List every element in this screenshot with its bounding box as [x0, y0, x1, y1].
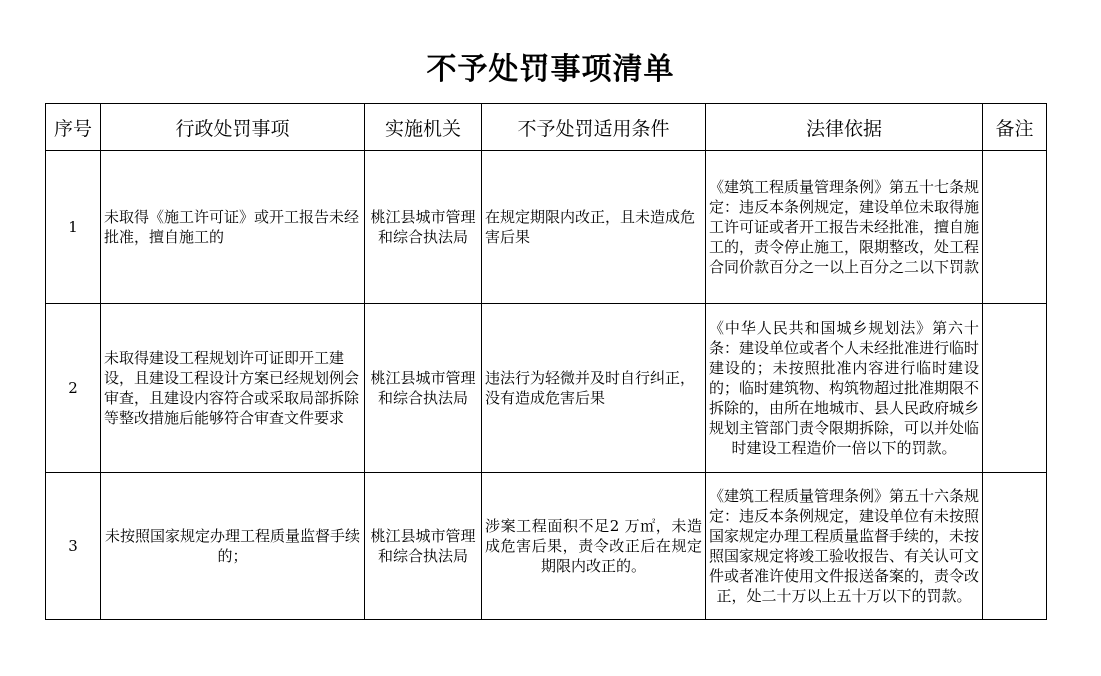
cell-agency: 桃江县城市管理和综合执法局	[365, 151, 482, 304]
cell-basis: 《建筑工程质量管理条例》第五十六条规定：违反本条例规定，建设单位有未按照国家规定办理工程质量监督手续的，未按照国家规定将竣工验收报告、有关认可文件或者准许使用文件报送备案的，责令改正，处二十万以上五十万以下的罚款。	[706, 473, 983, 620]
cell-index: 1	[46, 151, 101, 304]
cell-agency: 桃江县城市管理和综合执法局	[365, 304, 482, 473]
document-title: 不予处罚事项清单	[426, 52, 675, 87]
cell-index: 3	[46, 473, 101, 620]
table-row	[46, 151, 1047, 304]
cell-agency: 桃江县城市管理和综合执法局	[365, 473, 482, 620]
table-header-row	[46, 104, 1047, 151]
cell-condition: 涉案工程面积不足2 万㎡，未造成危害后果，责令改正后在规定期限内改正的。	[482, 473, 706, 620]
cell-basis: 《中华人民共和国城乡规划法》第六十条：建设单位或者个人未经批准进行临时建设的；未按照批准内容进行临时建设的；临时建筑物、构筑物超过批准期限不拆除的，由所在地城市、县人民政府城乡规划主管部门责令限期拆除，可以并处临时建设工程造价一倍以下的罚款。	[706, 304, 983, 473]
cell-item: 未按照国家规定办理工程质量监督手续的；	[101, 473, 365, 620]
header-index: 序号	[46, 104, 101, 151]
header-condition: 不予处罚适用条件	[482, 104, 706, 151]
cell-remark	[983, 473, 1047, 620]
cell-condition: 在规定期限内改正，且未造成危害后果	[482, 151, 706, 304]
header-item: 行政处罚事项	[101, 104, 365, 151]
cell-item: 未取得《施工许可证》或开工报告未经批准，擅自施工的	[101, 151, 365, 304]
cell-index: 2	[46, 304, 101, 473]
header-basis: 法律依据	[706, 104, 983, 151]
cell-remark	[983, 151, 1047, 304]
header-remark: 备注	[983, 104, 1047, 151]
table-row	[46, 304, 1047, 473]
cell-item: 未取得建设工程规划许可证即开工建设，且建设工程设计方案已经规划例会审查，且建设内容符合或采取局部拆除等整改措施后能够符合审查文件要求	[101, 304, 365, 473]
header-agency: 实施机关	[365, 104, 482, 151]
cell-remark	[983, 304, 1047, 473]
penalty-exemption-table	[45, 103, 1047, 620]
cell-condition: 违法行为轻微并及时自行纠正，没有造成危害后果	[482, 304, 706, 473]
table-row	[46, 473, 1047, 620]
cell-basis: 《建筑工程质量管理条例》第五十七条规定：违反本条例规定，建设单位未取得施工许可证或者开工报告未经批准，擅自施工的，责令停止施工，限期整改，处工程合同价款百分之一以上百分之二以下罚款	[706, 151, 983, 304]
